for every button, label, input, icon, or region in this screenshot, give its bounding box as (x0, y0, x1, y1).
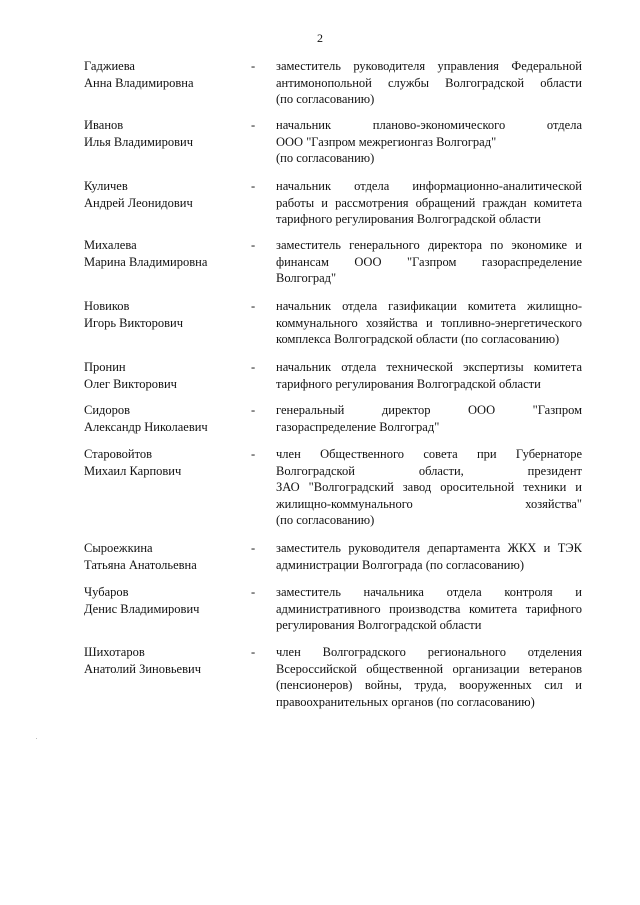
member-position (276, 644, 582, 710)
position-line: Волгоград" (276, 271, 337, 285)
member-surname: Старовойтов (84, 447, 153, 461)
dash-separator: - (251, 59, 256, 73)
position-line: генеральный директор ООО "Газпром (276, 403, 582, 417)
member-position (276, 402, 582, 435)
dash-separator: - (251, 238, 256, 252)
position-line: (по согласованию) (276, 92, 375, 106)
member-given-names: Татьяна Анатольевна (84, 557, 197, 572)
member-surname: Сыроежкина (84, 541, 153, 555)
member-name (84, 298, 244, 331)
member-given-names: Марина Владимировна (84, 254, 208, 269)
member-position (276, 298, 582, 348)
member-name (84, 359, 244, 392)
position-line: администрации Волгограда (по согласованию) (276, 557, 524, 572)
position-line: комплекса Волгоградской области (по согласованию) (276, 332, 560, 346)
position-line: (по согласованию) (276, 151, 375, 165)
member-position (276, 359, 582, 392)
member-name (84, 117, 244, 150)
scan-speck (36, 738, 37, 739)
member-surname: Сидоров (84, 403, 131, 417)
page-number: 2 (317, 31, 323, 45)
member-position (276, 237, 582, 287)
position-line: начальник отдела технической экспертизы комитета (276, 360, 582, 374)
member-name (84, 402, 244, 435)
member-given-names: Денис Владимирович (84, 601, 200, 616)
dash-separator: - (251, 360, 256, 374)
member-surname: Новиков (84, 299, 130, 313)
position-line: жилищно-коммунального хозяйства" (276, 496, 582, 511)
position-line: (по согласованию) (276, 513, 375, 527)
position-line: Волгоградской области, президент (276, 463, 582, 478)
member-given-names: Олег Викторович (84, 376, 177, 391)
member-given-names: Александр Николаевич (84, 419, 208, 434)
member-position (276, 58, 582, 108)
dash-separator: - (251, 179, 256, 193)
position-line: антимонопольной службы Волгоградской области (276, 75, 582, 90)
position-line: административного производства комитета тарифного (276, 601, 582, 616)
member-given-names: Анна Владимировна (84, 75, 194, 90)
member-given-names: Игорь Викторович (84, 315, 184, 330)
member-surname: Чубаров (84, 585, 129, 599)
dash-separator: - (251, 541, 256, 555)
position-line: член Общественного совета при Губернаторе (276, 447, 582, 461)
member-position (276, 584, 582, 634)
position-line: начальник отдела информационно-аналитической (276, 179, 582, 193)
position-line: (пенсионеров) войны, труда, вооруженных сил и (276, 678, 582, 692)
position-line: ЗАО "Волгоградский завод оросительной техники и (276, 480, 582, 494)
position-line: заместитель генерального директора по экономике и (276, 238, 582, 252)
position-line: начальник планово-экономического отдела (276, 118, 582, 132)
member-surname: Иванов (84, 118, 124, 132)
dash-separator: - (251, 118, 256, 132)
member-name (84, 178, 244, 211)
position-line: коммунального хозяйства и топливно-энергетического (276, 315, 582, 330)
member-position (276, 540, 582, 573)
member-surname: Шихотаров (84, 645, 145, 659)
member-surname: Куличев (84, 179, 128, 193)
position-line: заместитель руководителя управления Федеральной (276, 59, 582, 73)
member-name (84, 644, 244, 677)
member-surname: Пронин (84, 360, 126, 374)
position-line: тарифного регулирования Волгоградской области (276, 212, 541, 226)
position-line: регулирования Волгоградской области (276, 618, 482, 632)
member-given-names: Анатолий Зиновьевич (84, 661, 201, 676)
position-line: заместитель руководителя департамента ЖКХ и ТЭК (276, 541, 582, 555)
member-position (276, 178, 582, 228)
dash-separator: - (251, 299, 256, 313)
dash-separator: - (251, 403, 256, 417)
member-given-names: Андрей Леонидович (84, 195, 193, 210)
position-line: финансам ООО "Газпром газораспределение (276, 254, 582, 269)
position-line: заместитель начальника отдела контроля и (276, 585, 582, 599)
member-position (276, 446, 582, 529)
dash-separator: - (251, 585, 256, 599)
position-line: работы и рассмотрения обращений граждан комитета (276, 195, 582, 210)
position-line: правоохранительных органов (по согласованию) (276, 694, 535, 709)
member-given-names: Михаил Карпович (84, 463, 182, 478)
member-name (84, 584, 244, 617)
dash-separator: - (251, 645, 256, 659)
member-name (84, 540, 244, 573)
position-line: член Волгоградского регионального отделения (276, 645, 582, 659)
member-name (84, 446, 244, 479)
position-line: Всероссийской общественной организации ветеранов (276, 661, 582, 676)
member-surname: Михалева (84, 238, 137, 252)
position-line: ООО "Газпром межрегионгаз Волгоград" (276, 134, 497, 149)
position-line: тарифного регулирования Волгоградской области (276, 376, 541, 391)
member-given-names: Илья Владимирович (84, 134, 193, 149)
member-name (84, 58, 244, 91)
position-line: газораспределение Волгоград" (276, 419, 440, 434)
member-surname: Гаджиева (84, 59, 135, 73)
dash-separator: - (251, 447, 256, 461)
position-line: начальник отдела газификации комитета жилищно- (276, 299, 582, 313)
member-name (84, 237, 244, 270)
member-position (276, 117, 582, 167)
